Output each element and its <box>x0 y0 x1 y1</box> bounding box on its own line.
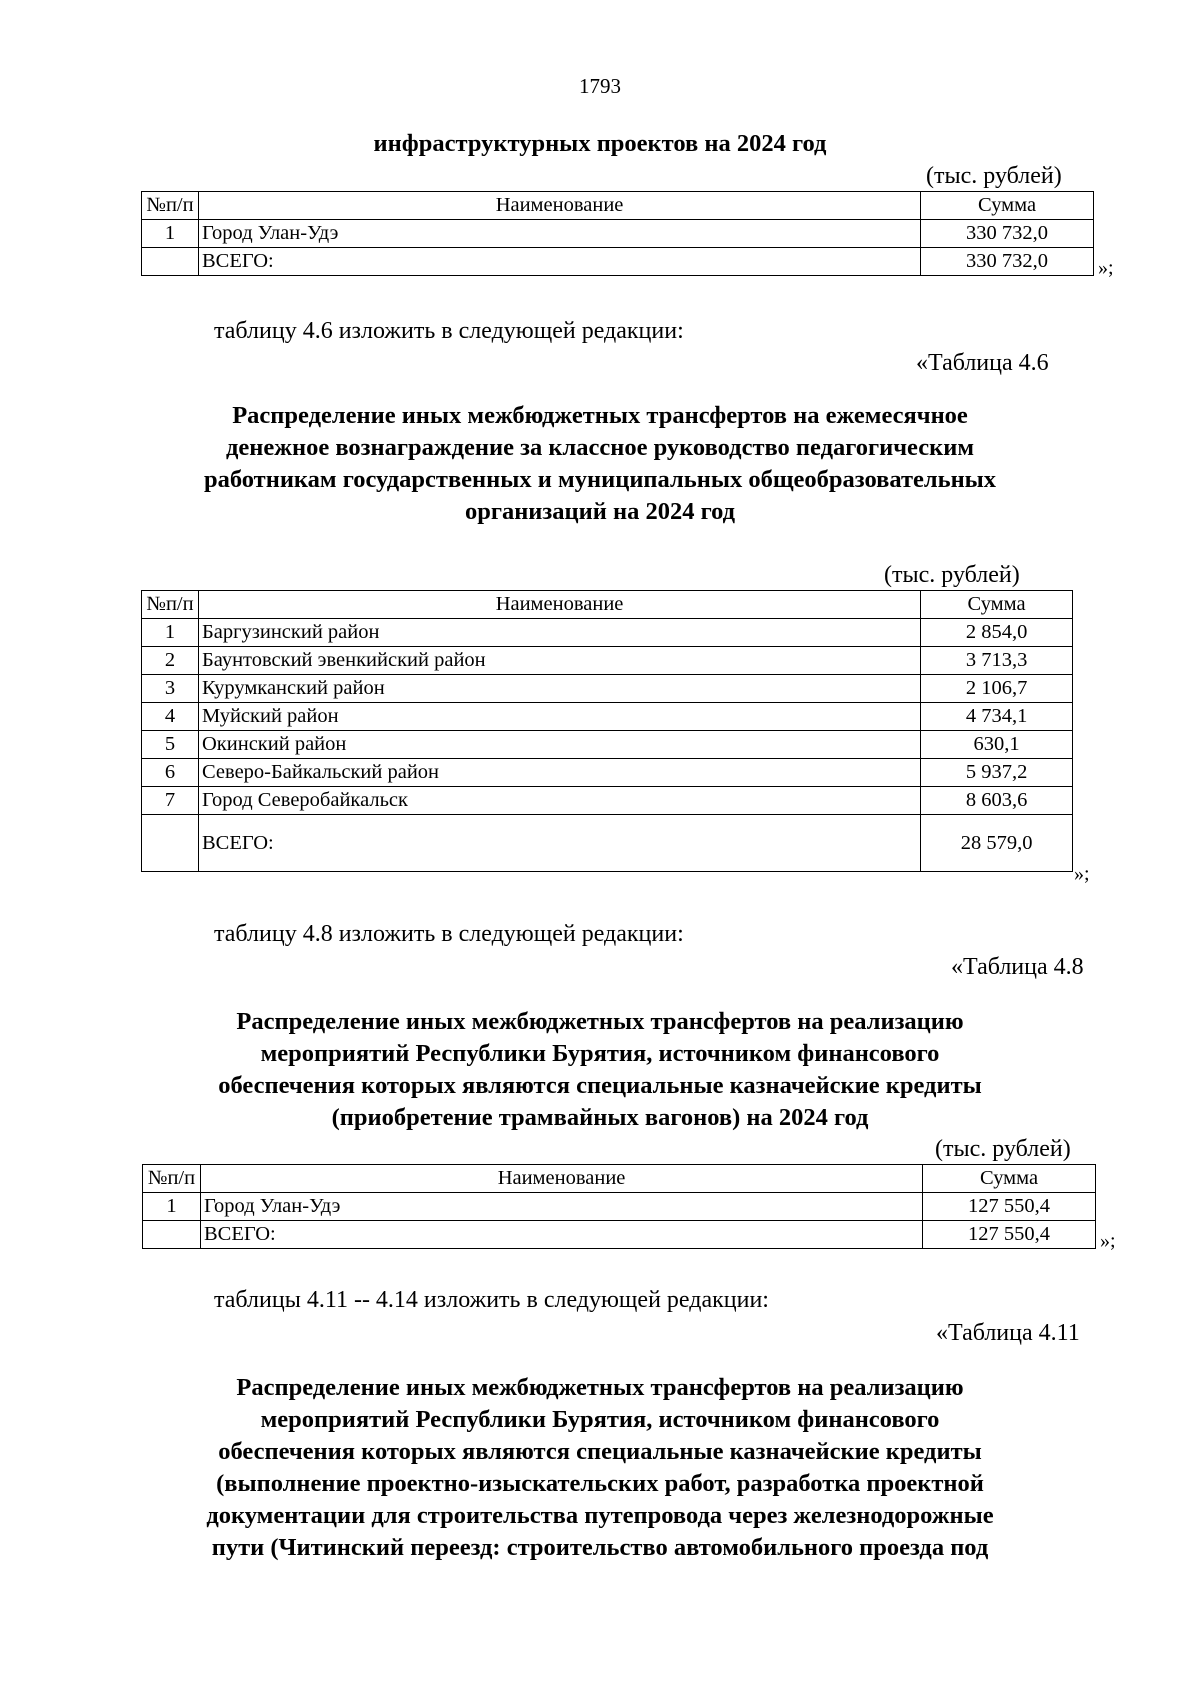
page-number: 1793 <box>579 74 621 98</box>
col-header-sum: Сумма <box>921 591 1073 619</box>
total-label: ВСЕГО: <box>200 1221 922 1249</box>
table-row <box>142 703 1073 731</box>
row-sum: 4 734,1 <box>921 703 1073 731</box>
section3-unit-label: (тыс. рублей) <box>935 1136 1071 1162</box>
section4-title-line-1: Распределение иных межбюджетных трансфертов на реализацию <box>236 1374 964 1401</box>
section2-title-line-1: Распределение иных межбюджетных трансфертов на ежемесячное <box>232 402 968 429</box>
section2-unit-label: (тыс. рублей) <box>884 562 1020 588</box>
section3-title-line-3: обеспечения которых являются специальные казначейские кредиты <box>218 1072 982 1099</box>
row-name: Курумканский район <box>198 675 920 703</box>
row-num: 3 <box>142 675 199 703</box>
section2-title-line-2: денежное вознаграждение за классное руководство педагогическим <box>225 434 975 461</box>
row-num: 2 <box>142 647 199 675</box>
section3-title-line-4: (приобретение трамвайных вагонов) на 2024 год <box>331 1104 869 1131</box>
row-sum: 630,1 <box>921 731 1073 759</box>
col-header-name: Наименование <box>198 591 920 619</box>
row-name: Северо-Байкальский район <box>198 759 920 787</box>
table-row <box>142 647 1073 675</box>
row-sum: 3 713,3 <box>921 647 1073 675</box>
row-num: 6 <box>142 759 199 787</box>
row-sum: 8 603,6 <box>921 787 1073 815</box>
section4-instruction: таблицы 4.11 -- 4.14 изложить в следующей редакции: <box>214 1287 769 1313</box>
section4-title-line-4: (выполнение проектно-изыскательских работ, разработка проектной <box>216 1470 984 1497</box>
table-row <box>142 675 1073 703</box>
table-row <box>142 619 1073 647</box>
section4-title-line-6: пути (Читинский переезд: строительство автомобильного проезда под <box>211 1534 989 1561</box>
col-header-name: Наименование <box>198 192 920 220</box>
row-num: 1 <box>142 220 199 248</box>
total-row <box>143 1221 1096 1249</box>
section3-table <box>142 1164 1096 1249</box>
section4-title-line-3: обеспечения которых являются специальные казначейские кредиты <box>218 1438 982 1465</box>
table-header-row <box>142 591 1073 619</box>
section1-title: инфраструктурных проектов на 2024 год <box>373 130 827 157</box>
section2-title-line-4: организаций на 2024 год <box>464 498 736 525</box>
section1-closing-mark: »; <box>1098 257 1114 279</box>
row-sum: 2 854,0 <box>921 619 1073 647</box>
row-num: 4 <box>142 703 199 731</box>
row-num: 7 <box>142 787 199 815</box>
total-row <box>142 815 1073 872</box>
section1-unit-label: (тыс. рублей) <box>926 163 1062 189</box>
row-num: 5 <box>142 731 199 759</box>
row-num: 1 <box>143 1193 201 1221</box>
table-row <box>142 759 1073 787</box>
col-header-name: Наименование <box>200 1165 922 1193</box>
section3-closing-mark: »; <box>1100 1230 1116 1252</box>
table-header-row <box>142 192 1094 220</box>
section2-table-label: «Таблица 4.6 <box>916 350 1049 376</box>
row-name: Город Улан-Удэ <box>200 1193 922 1221</box>
col-header-num: №п/п <box>143 1165 201 1193</box>
total-sum: 330 732,0 <box>921 248 1094 276</box>
total-label: ВСЕГО: <box>198 248 920 276</box>
total-num-cell <box>142 248 199 276</box>
row-name: Баргузинский район <box>198 619 920 647</box>
section3-title-line-2: мероприятий Республики Бурятия, источником финансового <box>260 1040 940 1067</box>
section2-title-line-3: работникам государственных и муниципальных общеобразовательных <box>203 466 997 493</box>
total-label: ВСЕГО: <box>198 815 920 872</box>
row-name: Баунтовский эвенкийский район <box>198 647 920 675</box>
section4-title-line-2: мероприятий Республики Бурятия, источником финансового <box>260 1406 940 1433</box>
total-num-cell <box>142 815 199 872</box>
row-name: Окинский район <box>198 731 920 759</box>
total-sum: 127 550,4 <box>923 1221 1096 1249</box>
row-sum: 127 550,4 <box>923 1193 1096 1221</box>
section3-instruction: таблицу 4.8 изложить в следующей редакции: <box>214 921 684 947</box>
section3-title-line-1: Распределение иных межбюджетных трансфертов на реализацию <box>236 1008 964 1035</box>
section4-title-line-5: документации для строительства путепровода через железнодорожные <box>206 1502 994 1529</box>
total-row <box>142 248 1094 276</box>
section4-table-label: «Таблица 4.11 <box>936 1320 1080 1346</box>
section1-table <box>141 191 1094 276</box>
row-sum: 2 106,7 <box>921 675 1073 703</box>
row-num: 1 <box>142 619 199 647</box>
row-name: Город Улан-Удэ <box>198 220 920 248</box>
table-row <box>143 1193 1096 1221</box>
row-sum: 5 937,2 <box>921 759 1073 787</box>
col-header-sum: Сумма <box>923 1165 1096 1193</box>
col-header-sum: Сумма <box>921 192 1094 220</box>
table-row <box>142 731 1073 759</box>
section2-instruction: таблицу 4.6 изложить в следующей редакции: <box>214 318 684 344</box>
row-name: Муйский район <box>198 703 920 731</box>
section2-table <box>141 590 1073 872</box>
col-header-num: №п/п <box>142 591 199 619</box>
table-row <box>142 220 1094 248</box>
row-name: Город Северобайкальск <box>198 787 920 815</box>
section2-closing-mark: »; <box>1074 863 1090 885</box>
row-sum: 330 732,0 <box>921 220 1094 248</box>
total-num-cell <box>143 1221 201 1249</box>
section3-table-label: «Таблица 4.8 <box>951 954 1084 980</box>
col-header-num: №п/п <box>142 192 199 220</box>
table-row <box>142 787 1073 815</box>
total-sum: 28 579,0 <box>921 815 1073 872</box>
table-header-row <box>143 1165 1096 1193</box>
